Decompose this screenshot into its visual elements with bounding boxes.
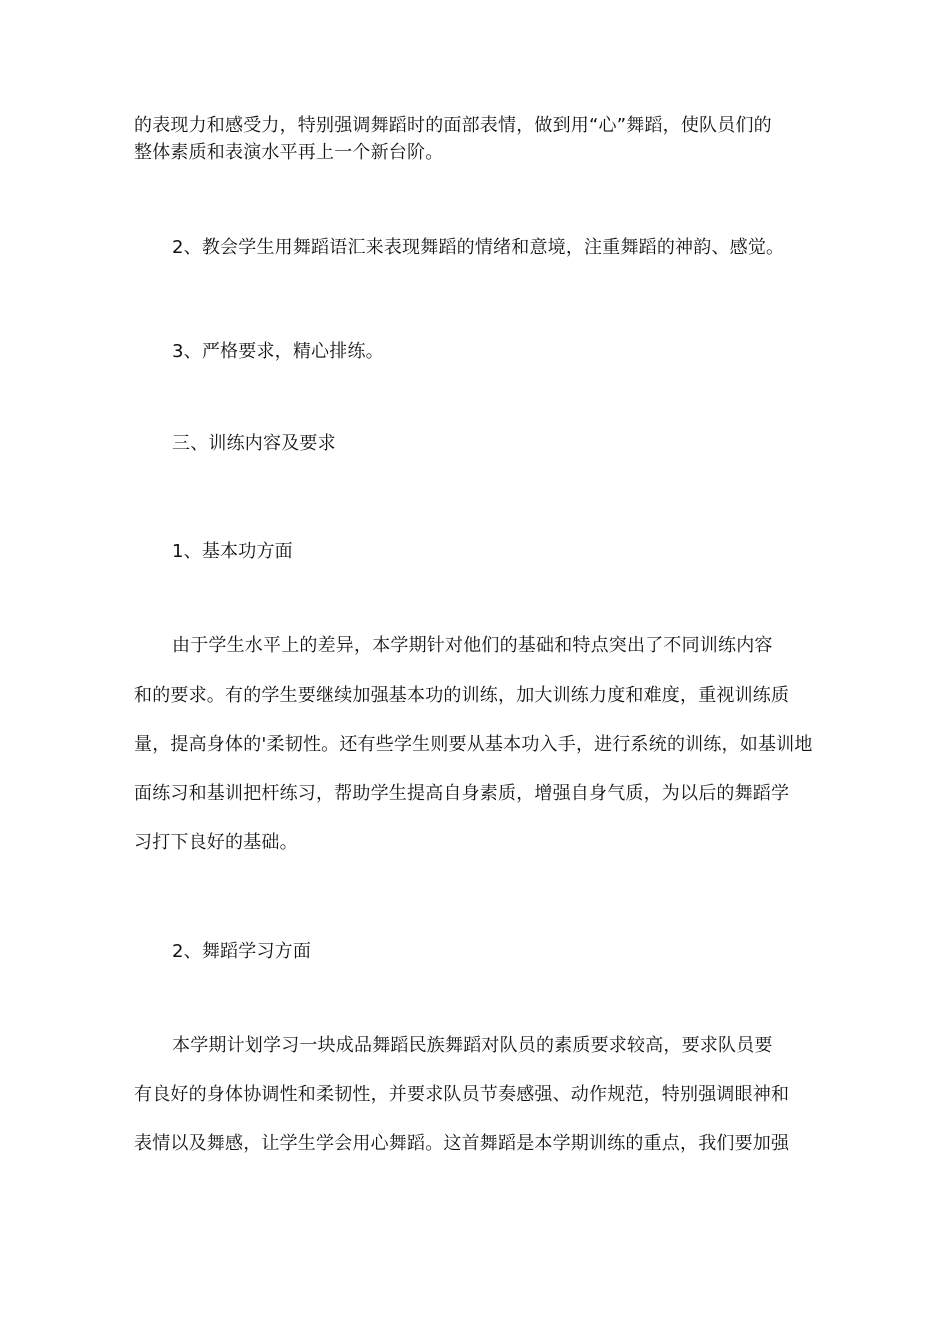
- sub-2-line-1: 本学期计划学习一块成品舞蹈民族舞蹈对队员的素质要求较高，要求队员要: [172, 1035, 773, 1056]
- sub-1-line-4: 面练习和基训把杆练习，帮助学生提高自身素质，增强自身气质，为以后的舞蹈学: [134, 783, 790, 804]
- intro-line-2: 整体素质和表演水平再上一个新台阶。: [134, 142, 444, 163]
- item-3: 3、严格要求，精心排练。: [172, 341, 384, 362]
- item-2: 2、教会学生用舞蹈语汇来表现舞蹈的情绪和意境，注重舞蹈的神韵、感觉。: [172, 237, 785, 258]
- sub-2-heading: 2、舞蹈学习方面: [172, 941, 312, 962]
- sub-1-line-2: 和的要求。有的学生要继续加强基本功的训练，加大训练力度和难度，重视训练质: [134, 685, 790, 706]
- sub-1-line-5: 习打下良好的基础。: [134, 832, 298, 853]
- sub-2-line-2: 有良好的身体协调性和柔韧性，并要求队员节奏感强、动作规范，特别强调眼神和: [134, 1084, 790, 1105]
- intro-line-1: 的表现力和感受力，特别强调舞蹈时的面部表情，做到用“心”舞蹈，使队员们的: [134, 115, 772, 136]
- sub-1-line-1: 由于学生水平上的差异，本学期针对他们的基础和特点突出了不同训练内容: [172, 635, 773, 656]
- section-3-heading: 三、训练内容及要求: [172, 433, 336, 454]
- sub-1-line-3: 量，提高身体的'柔韧性。还有些学生则要从基本功入手，进行系统的训练，如基训地: [134, 734, 813, 755]
- sub-2-line-3: 表情以及舞感，让学生学会用心舞蹈。这首舞蹈是本学期训练的重点，我们要加强: [134, 1133, 790, 1154]
- sub-1-heading: 1、基本功方面: [172, 541, 293, 562]
